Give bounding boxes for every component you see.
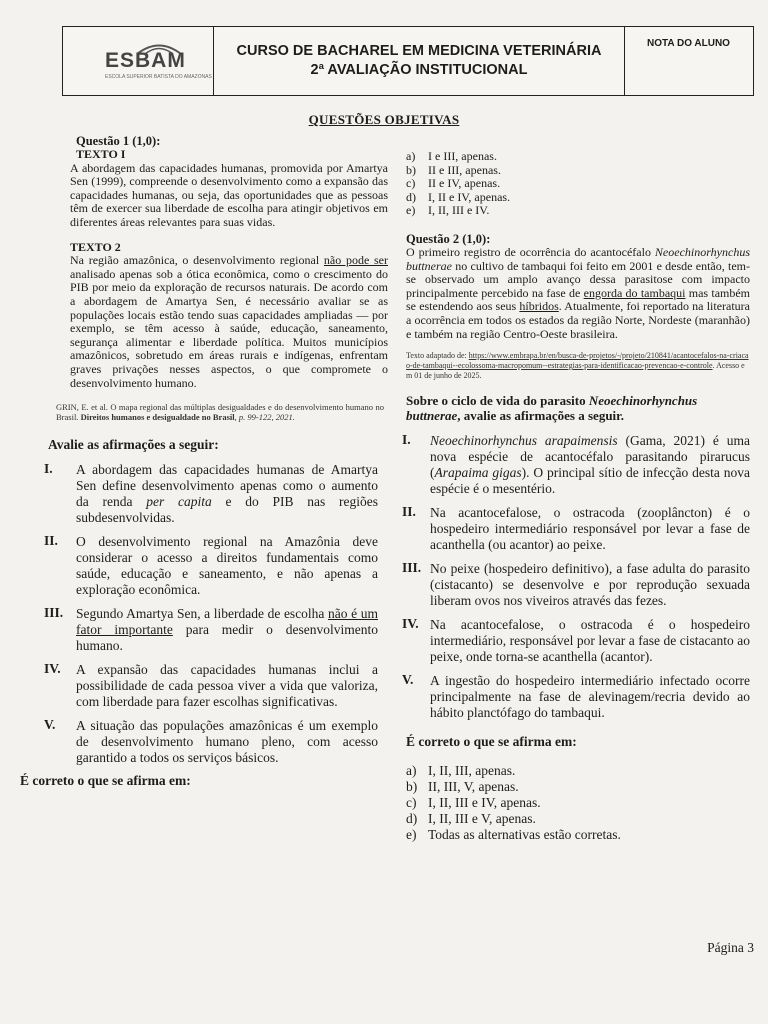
q1-alt-d[interactable] — [406, 191, 750, 205]
logo-text: ESBAM — [105, 49, 186, 72]
q2-prompt-italic: Neoechinorhynchus buttnerae — [406, 393, 698, 424]
alt-text: II e IV, apenas. — [428, 176, 501, 191]
texto2-part-a: Na região amazônica, o desenvolvimento regional — [70, 253, 320, 268]
statement-text-b: ). O principal sítio de infecção desta nova espécie é o mesentério. — [430, 465, 750, 497]
q1-alt-a[interactable] — [406, 150, 750, 164]
statement-number: II. — [44, 532, 58, 548]
q2-alt-e[interactable] — [406, 827, 750, 843]
statement-text: No peixe (hospedeiro definitivo), a fase adulta do parasito (cistacanto) se desenvolve e por reprodução sexuada liberam ovos nos viveiros através das fezes. — [430, 561, 750, 609]
section-title: QUESTÕES OBJETIVAS — [308, 112, 460, 127]
statement-text — [430, 433, 750, 497]
alt-letter: d) — [406, 810, 418, 826]
alt-text: II, III, V, apenas. — [428, 778, 519, 794]
reference-b: Direitos humanos e desigualdade no Brasil — [80, 412, 235, 423]
q1-statement-2 — [44, 534, 378, 598]
q1-question: É correto o que se afirma em: — [20, 772, 191, 788]
alt-text: I, II, III e V, apenas. — [428, 810, 536, 826]
q2-alternatives — [406, 763, 750, 843]
statement-text: O desenvolvimento regional na Amazônia deve considerar o acesso a direitos fundamentais como saúde, educação e saneamento, e não apenas a exploração econômica. — [76, 533, 378, 597]
reference-c: , p. 99-122, 2021. — [234, 412, 295, 423]
reference-a: GRIN, E. et al. O mapa regional das múltiplas desigualdades e do desenvolvimento humano no Brasil. — [56, 402, 384, 423]
statement-number: IV. — [44, 660, 61, 676]
course-title: CURSO DE BACHAREL EM MEDICINA VETERINÁRIA — [236, 43, 602, 59]
q2-intro-italic: Neoechinorhynchus buttnerae — [406, 244, 750, 273]
statement-text: Na acantocefalose, o ostracoda (zooplâncton) é o hospedeiro intermediário responsável por levar a fase de acanthella (ou acantor) ao peixe. — [430, 505, 750, 553]
q2-alt-a[interactable] — [406, 763, 750, 779]
q2-intro-b: no cultivo de tambaqui foi feito em 2001 e desde então, tem-se observado um amplo avanço dessa parasitose com impacto principalmente percebido na fase de — [406, 258, 750, 300]
statement-number: III. — [402, 560, 422, 576]
texto2-underlined: não pode ser — [323, 253, 389, 268]
q2-intro — [406, 246, 750, 341]
exam-header — [62, 26, 754, 96]
q1-alternatives — [406, 150, 750, 218]
alt-letter: a) — [406, 149, 416, 163]
q2-source — [406, 351, 750, 381]
grade-box: NOTA DO ALUNO — [647, 38, 730, 49]
q1-heading: Questão 1 (1,0): — [76, 134, 161, 148]
alt-letter: b) — [406, 778, 418, 794]
q2-prompt-b: , avalie as afirmações a seguir. — [457, 408, 624, 424]
source-label: Texto adaptado de: — [406, 351, 467, 361]
q1-alt-c[interactable] — [406, 177, 750, 191]
q2-statement-5 — [402, 673, 750, 721]
statement-text: Na acantocefalose, o ostracoda é o hospedeiro intermediário, responsável por levar a fase de cistacanto ao peixe, onde torna-se acanthella (acantor). — [430, 617, 750, 665]
q2-question: É correto o que se afirma em: — [406, 734, 577, 750]
left-column — [20, 134, 389, 788]
logo-subtitle: ESCOLA SUPERIOR BATISTA DO AMAZONAS — [105, 74, 212, 80]
q1-prompt: Avalie as afirmações a seguir: — [48, 437, 219, 453]
statement-text-a: (Gama, 2021) é uma nova espécie de acantocéfalo parasitando pirarucus ( — [430, 433, 750, 481]
statement-text-b: e do PIB nas regiões subdesenvolvidas. — [76, 493, 378, 525]
q2-intro-d: . Atualmente, foi reportado na literatura a ocorrência em todos os estados da região Norte, Nordeste (maranhão) e também na região Centro-Oeste brasileira. — [406, 299, 750, 341]
alt-letter: e) — [406, 203, 416, 218]
alt-letter: c) — [406, 176, 416, 191]
alt-text: I, II, III e IV, apenas. — [428, 794, 541, 810]
q2-statement-2 — [402, 505, 750, 553]
alt-letter: a) — [406, 762, 417, 778]
texto2-body — [70, 254, 388, 390]
q2-alt-c[interactable] — [406, 795, 750, 811]
statement-number: III. — [44, 604, 64, 620]
q2-prompt-a: Sobre o ciclo de vida do parasito — [406, 393, 589, 409]
q2-statements — [402, 433, 750, 721]
texto2-part-b: analisado apenas sob a ótica econômica, como o crescimento do PIB por meio da exploração de recursos naturais. De acordo com a abordagem de Amartya Sen, é necessário avaliar se as populações locais estão tendo suas capacidades ampliadas — por exemplo, se têm acesso à saúde, educação, saneamento, segurança alimentar e liberdade política. Muitos municípios amazônicos, sobretudo em áreas rurais e indígenas, enfrentam graves privações nesses aspectos, o que compromete o desenvolvimento humano. — [70, 266, 388, 390]
header-title — [214, 27, 625, 95]
statement-number: I. — [402, 432, 411, 448]
q2-statement-4 — [402, 617, 750, 665]
q2-intro-underlined-1: engorda do tambaqui — [583, 285, 686, 300]
q2-alt-d[interactable] — [406, 811, 750, 827]
page-number: Página 3 — [707, 940, 754, 955]
statement-text-a: A abordagem das capacidades humanas de Amartya Sen define desenvolvimento apenas como o aumento da renda — [76, 461, 378, 509]
statement-underlined: não é um fator importante — [76, 605, 378, 637]
q2-alt-b[interactable] — [406, 779, 750, 795]
alt-text: Todas as alternativas estão corretas. — [428, 826, 621, 842]
alt-letter: c) — [406, 794, 417, 810]
q2-intro-underlined-2: híbridos — [519, 299, 559, 314]
statement-text: A situação das populações amazônicas é um exemplo de desenvolvimento humano pleno, com acesso garantido a todos os serviços básicos. — [76, 717, 378, 765]
q2-heading: Questão 2 (1,0): — [406, 231, 491, 246]
alt-text: II e III, apenas. — [428, 162, 501, 177]
texto2-label: TEXTO 2 — [70, 239, 121, 254]
alt-letter: e) — [406, 826, 417, 842]
statement-number: I. — [44, 460, 53, 476]
statement-text: A ingestão do hospedeiro intermediário infectado ocorre principalmente na fase de alevinagem/recria devido ao hábito planctófago do tambaqui. — [430, 673, 750, 721]
statement-text-a: Segundo Amartya Sen, a liberdade de escolha — [76, 605, 329, 621]
q1-alt-e[interactable] — [406, 204, 750, 218]
source-link[interactable]: https://www.embrapa.br/en/busca-de-projetos/-/projeto/210841/acantocefalos-na-criacao-de-tambaqui--ecolossoma-macropomum--estrategias-para-identificacao-prevencao-e-controle — [406, 351, 749, 371]
texto1-body: A abordagem das capacidades humanas, promovida por Amartya Sen (1999), compreende o desenvolvimento como a expansão das capacidades humanas, ou seja, das oportunidades que as pessoas têm de exercer sua liberdade de escolha para atingir objetivos em diferentes áreas relevantes para suas vidas. — [70, 160, 388, 229]
q1-alt-b[interactable] — [406, 164, 750, 178]
q2-prompt — [406, 393, 750, 423]
alt-letter: b) — [406, 162, 416, 177]
q1-statement-4 — [44, 662, 378, 710]
alt-letter: d) — [406, 189, 416, 204]
statement-text — [76, 462, 378, 526]
right-column — [402, 149, 751, 843]
q1-statement-3 — [44, 606, 378, 654]
q2-statement-3 — [402, 561, 750, 609]
q2-intro-c: mas também se estendendo aos seus — [406, 285, 751, 314]
statement-italic-2: Arapaima gigas — [434, 465, 522, 481]
q1-head — [66, 134, 388, 162]
q1-statements — [44, 462, 378, 766]
q2-intro-a: O primeiro registro de ocorrência do acantocéfalo — [406, 244, 655, 259]
statement-number: IV. — [402, 616, 419, 632]
exam-title: 2ª AVALIAÇÃO INSTITUCIONAL — [310, 62, 528, 78]
alt-text: I, II, III, apenas. — [428, 762, 516, 778]
statement-italic: per capita — [146, 493, 212, 509]
alt-text: I, II e IV, apenas. — [428, 189, 511, 204]
statement-text — [76, 606, 378, 654]
q2-statement-1 — [402, 433, 750, 497]
statement-text: A expansão das capacidades humanas inclui a possibilidade de cada pessoa viver a vida que valoriza, com liberdade para fazer escolhas significativas. — [76, 661, 378, 709]
statement-number: V. — [44, 716, 56, 732]
reference — [56, 402, 384, 422]
logo-box — [63, 27, 214, 95]
statement-number: V. — [402, 672, 414, 688]
statement-italic: Neoechinorhynchus arapaimensis — [430, 433, 618, 449]
source-access: . Acesso em 01 de junho de 2025. — [406, 361, 745, 381]
q1-statement-1 — [44, 462, 378, 526]
statement-text-b: para medir o desenvolvimento humano. — [76, 621, 379, 653]
alt-text: I e III, apenas. — [428, 149, 497, 163]
texto1-label: TEXTO I — [76, 147, 126, 161]
q1-statement-5 — [44, 718, 378, 766]
alt-text: I, II, III e IV. — [428, 203, 490, 218]
statement-number: II. — [402, 504, 416, 520]
